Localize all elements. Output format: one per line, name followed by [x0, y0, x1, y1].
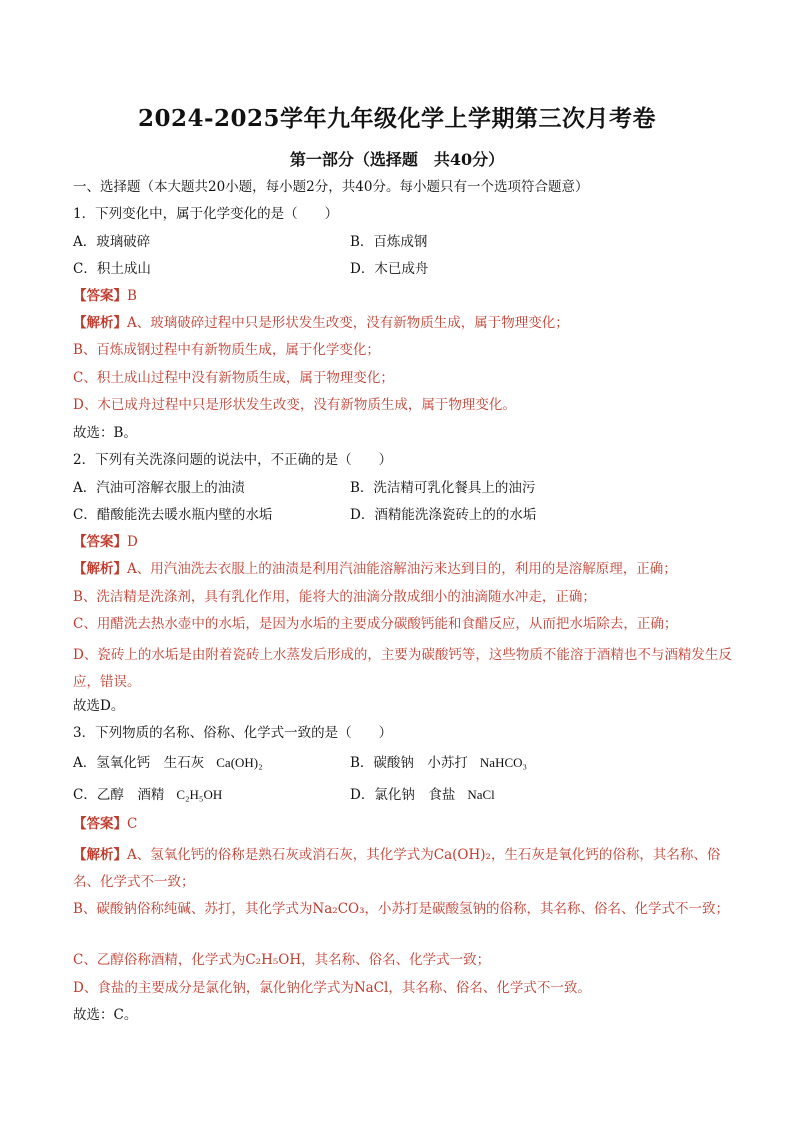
question-2-option-a: A．汽油可溶解衣服上的油渍 — [73, 480, 245, 496]
answer-label: 【答案】 — [73, 816, 127, 832]
question-3-analysis-b: B、碳酸钠俗称纯碱、苏打，其化学式为Na₂CO₃，小苏打是碳酸氢钠的俗称，其名称、俗名、化学式不一致； — [73, 901, 730, 917]
question-2-analysis-c: C、用醋洗去热水壶中的水垢，是因为水垢的主要成分碳酸钙能和食醋反应，从而把水垢除去，正确； — [73, 616, 678, 632]
answer-label: 【答案】 — [73, 534, 127, 550]
question-2-option-b: B．洗洁精可乳化餐具上的油污 — [350, 480, 536, 496]
question-2-analysis-d: D、瓷砖上的水垢是由附着瓷砖上水蒸发后形成的，主要为碳酸钙等，这些物质不能溶于酒精也不与酒精发生反应，错误。 — [73, 647, 732, 690]
question-1-analysis-b: B、百炼成钢过程中有新物质生成，属于化学变化； — [73, 342, 380, 358]
formula-caoh2: Ca(OH)₂ — [216, 755, 263, 770]
question-3-answer — [73, 815, 137, 833]
question-2-answer — [73, 533, 138, 551]
formula-c2h5oh: C₂H₅OH — [176, 787, 223, 802]
analysis-label: 【解析】 — [73, 847, 127, 863]
answer-value: D — [127, 534, 138, 550]
question-3-option-a: A．氢氧化钙 生石灰 Ca(OH)₂ — [73, 755, 263, 771]
question-1-stem: 1．下列变化中，属于化学变化的是（ ） — [73, 206, 339, 222]
page-title: 2024-2025学年九年级化学上学期第三次月考卷 — [137, 105, 657, 132]
question-2-option-d: D．酒精能洗涤瓷砖上的的水垢 — [350, 507, 537, 523]
question-2-conclusion: 故选D。 — [73, 698, 125, 714]
question-2-option-c: C．醋酸能洗去暖水瓶内壁的水垢 — [73, 507, 273, 523]
answer-label: 【答案】 — [73, 288, 127, 304]
question-1-option-b: B．百炼成钢 — [350, 234, 428, 250]
answer-value: C — [127, 816, 138, 832]
question-1-option-c: C．积土成山 — [73, 261, 151, 277]
question-3-stem: 3．下列物质的名称、俗称、化学式一致的是（ ） — [73, 725, 393, 741]
question-3-analysis-a: 【解析】A、氢氧化钙的俗称是熟石灰或消石灰，其化学式为Ca(OH)₂，生石灰是氧化钙的俗称，其名称、俗名、化学式不一致； — [73, 847, 721, 890]
question-3-option-d: D．氯化钠 食盐 NaCl — [350, 787, 495, 803]
question-3-option-b: B．碳酸钠 小苏打 NaHCO₃ — [350, 755, 528, 771]
analysis-label: 【解析】 — [73, 561, 127, 577]
question-3-conclusion: 故选：C。 — [73, 1007, 138, 1023]
question-3-analysis-c: C、乙醇俗称酒精，化学式为C₂H₅OH，其名称、俗名、化学式一致； — [73, 952, 491, 968]
question-2-stem: 2．下列有关洗涤问题的说法中，不正确的是（ ） — [73, 452, 393, 468]
question-1-conclusion: 故选：B。 — [73, 425, 137, 441]
formula-nacl: NaCl — [467, 787, 495, 802]
question-1-option-a: A．玻璃破碎 — [73, 234, 151, 250]
question-1-option-d: D．木已成舟 — [350, 261, 429, 277]
question-1-analysis-d: D、木已成舟过程中只是形状发生改变，没有新物质生成，属于物理变化。 — [73, 397, 516, 413]
question-3-option-c: C．乙醇 酒精 C₂H₅OH — [73, 787, 223, 803]
section-header: 一、选择题（本大题共20小题，每小题2分，共40分。每小题只有一个选项符合题意） — [73, 179, 589, 195]
question-1-analysis-c: C、积土成山过程中没有新物质生成，属于物理变化； — [73, 370, 394, 386]
answer-value: B — [127, 288, 137, 304]
question-2-analysis-a: 【解析】A、用汽油洗去衣服上的油渍是利用汽油能溶解油污来达到目的，利用的是溶解原理，正确； — [73, 561, 677, 577]
question-2-analysis-b: B、洗洁精是洗涤剂，具有乳化作用，能将大的油滴分散成细小的油滴随水冲走，正确； — [73, 589, 596, 605]
formula-nahco3: NaHCO₃ — [479, 755, 528, 770]
question-1-analysis-a: 【解析】A、玻璃破碎过程中只是形状发生改变，没有新物质生成，属于物理变化； — [73, 315, 569, 331]
analysis-label: 【解析】 — [73, 315, 127, 331]
question-3-analysis-d: D、食盐的主要成分是氯化钠，氯化钠化学式为NaCl，其名称、俗名、化学式不一致。 — [73, 980, 591, 996]
question-1-answer — [73, 287, 137, 305]
section-subtitle: 第一部分（选择题 共40分） — [289, 150, 505, 169]
